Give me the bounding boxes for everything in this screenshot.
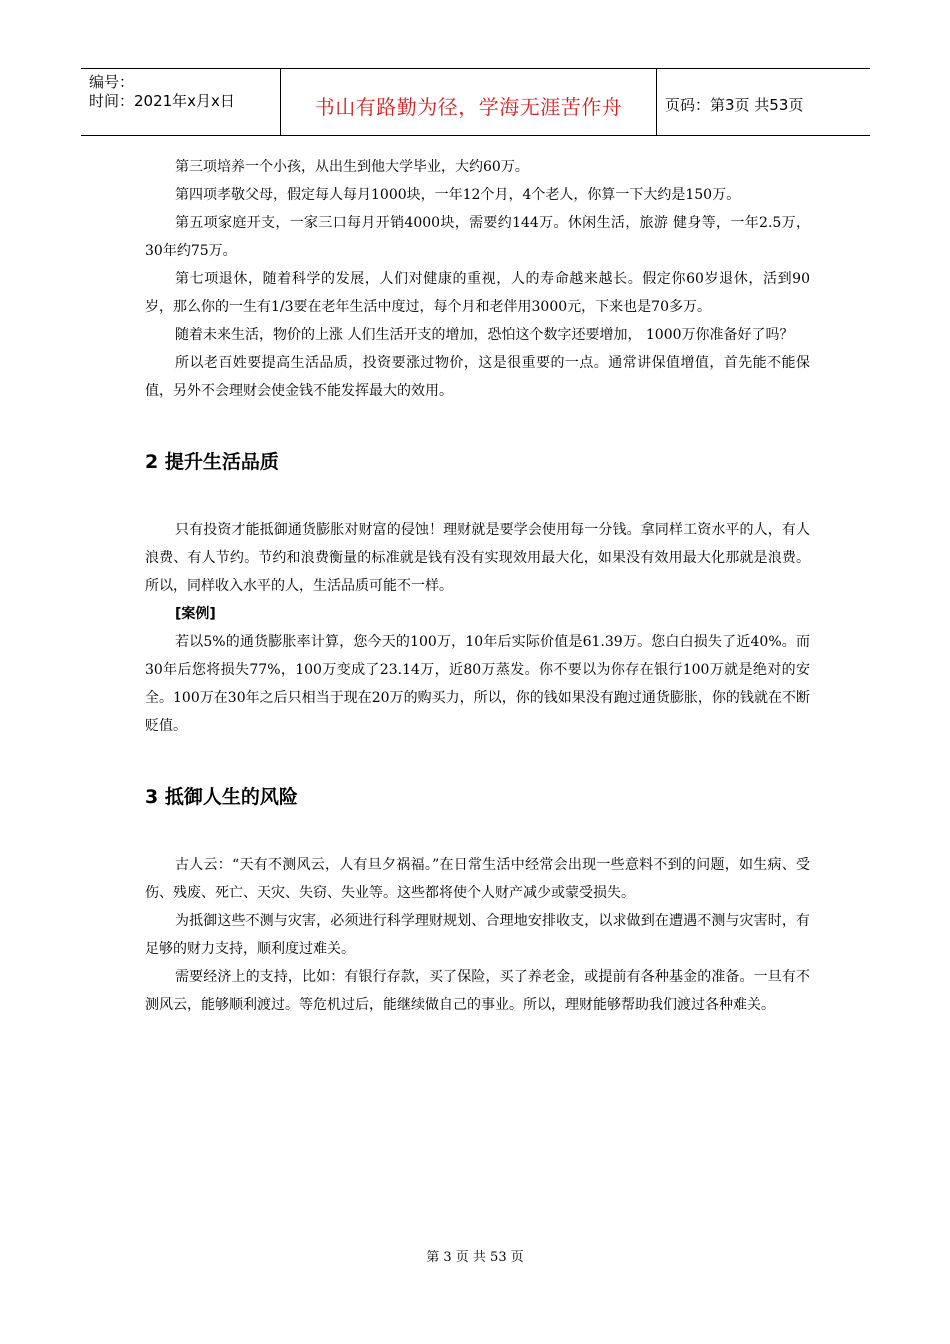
header-motto: 书山有路勤为径，学海无涯苦作舟 [281, 69, 657, 135]
header-time-label: 时间：2021年x月x日 [89, 92, 235, 110]
section-heading: 2 提升生活品质 [145, 451, 279, 473]
paragraph: 第四项孝敬父母，假定每人每月1000块，一年12个月，4个老人，你算一下大约是150万。 [175, 187, 741, 203]
paragraph: 为抵御这些不测与灾害，必须进行科学理财规划、合理地安排收支，以求做到在遭遇不测与灾害时，有足够的财力支持，顺利度过难关。 [145, 913, 810, 957]
case-label: [案例] [175, 606, 216, 622]
section-heading: 3 抵御人生的风险 [145, 786, 298, 808]
page-footer: 第 3 页 共 53 页 [426, 1250, 524, 1265]
paragraph: 若以5%的通货膨胀率计算，您今天的100万，10年后实际价值是61.39万。您白白损失了近40%。而30年后您将损失77%，100万变成了23.14万，近80万蒸发。你不要以为你存在银行100万就是绝对的安全。100万在30年之后只相当于现在20万的购买力，所以，你的钱如果没有跑过通货膨胀，你的钱就在不断贬值。 [145, 634, 810, 734]
paragraph: 所以老百姓要提高生活品质，投资要涨过物价，这是很重要的一点。通常讲保值增值，首先能不能保值，另外不会理财会使金钱不能发挥最大的效用。 [145, 355, 810, 399]
header-page-info: 页码：第3页 共53页 [665, 95, 804, 114]
paragraph: 第七项退休，随着科学的发展，人们对健康的重视，人的寿命越来越长。假定你60岁退休，活到90岁，那么你的一生有1/3要在老年生活中度过，每个月和老伴用3000元，下来也是70多万。 [145, 271, 810, 315]
paragraph: 第三项培养一个小孩，从出生到他大学毕业，大约60万。 [175, 159, 529, 175]
page-header [81, 68, 870, 136]
paragraph: 第五项家庭开支，一家三口每月开销4000块，需要约144万。休闲生活，旅游 健身等，一年2.5万，30年约75万。 [145, 215, 810, 259]
paragraph: 只有投资才能抵御通货膨胀对财富的侵蚀！理财就是要学会使用每一分钱。拿同样工资水平的人，有人浪费、有人节约。节约和浪费衡量的标准就是钱有没有实现效用最大化，如果没有效用最大化那就是浪费。所以，同样收入水平的人，生活品质可能不一样。 [145, 522, 810, 594]
header-meta [81, 69, 281, 135]
header-number-label: 编号： [89, 73, 135, 91]
paragraph: 古人云：“天有不测风云，人有旦夕祸福。”在日常生活中经常会出现一些意料不到的问题，如生病、受伤、残废、死亡、天灾、失窃、失业等。这些都将使个人财产减少或蒙受损失。 [145, 857, 810, 901]
paragraph: 随着未来生活，物价的上涨 人们生活开支的增加，恐怕这个数字还要增加， 1000万你准备好了吗？ [175, 327, 794, 343]
paragraph: 需要经济上的支持，比如：有银行存款，买了保险，买了养老金，或提前有各种基金的准备。一旦有不测风云，能够顺利渡过。等危机过后，能继续做自己的事业。所以，理财能够帮助我们渡过各种难关。 [145, 969, 810, 1013]
document-body [145, 150, 810, 1019]
